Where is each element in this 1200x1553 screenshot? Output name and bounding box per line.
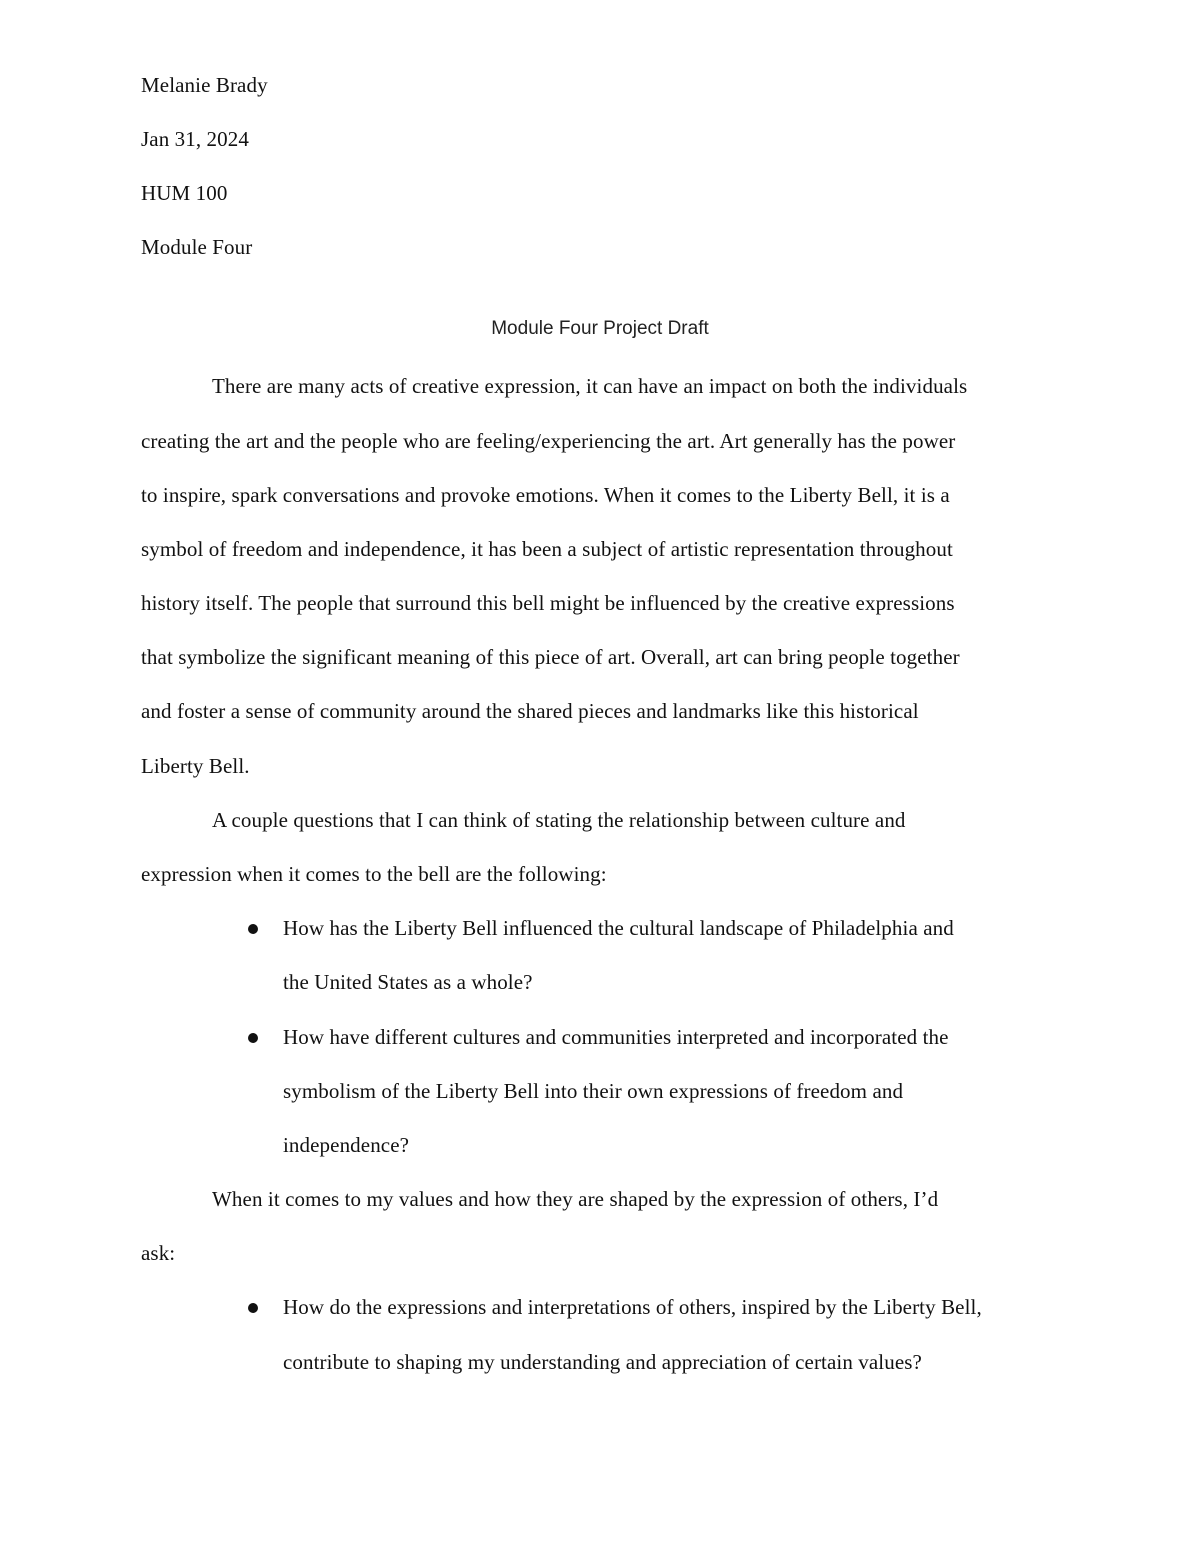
- paragraph-2-line: expression when it comes to the bell are the following:: [141, 862, 607, 886]
- course-code: HUM 100: [141, 181, 228, 205]
- paragraph-1-line: history itself. The people that surround this bell might be influenced by the creative expressions: [141, 591, 955, 615]
- bullet-item-line: the United States as a whole?: [283, 970, 533, 994]
- paragraph-1-line: creating the art and the people who are feeling/experiencing the art. Art generally has the power: [141, 429, 956, 453]
- paragraph-3-line: ask:: [141, 1241, 176, 1265]
- document-date: Jan 31, 2024: [141, 127, 249, 151]
- bullet-point-icon: [248, 1033, 258, 1043]
- bullet-item-line: How have different cultures and communities interpreted and incorporated the: [283, 1025, 949, 1049]
- paragraph-2-line: A couple questions that I can think of stating the relationship between culture and: [212, 808, 906, 832]
- bullet-item-line: How do the expressions and interpretations of others, inspired by the Liberty Bell,: [283, 1295, 982, 1319]
- module-label: Module Four: [141, 235, 253, 259]
- paragraph-1-line: There are many acts of creative expression, it can have an impact on both the individuals: [212, 374, 968, 398]
- bullet-item-line: symbolism of the Liberty Bell into their own expressions of freedom and: [283, 1079, 904, 1103]
- bullet-item-line: contribute to shaping my understanding and appreciation of certain values?: [283, 1350, 922, 1374]
- paragraph-1-line: that symbolize the significant meaning of this piece of art. Overall, art can bring people together: [141, 645, 960, 669]
- bullet-item-line: How has the Liberty Bell influenced the cultural landscape of Philadelphia and: [283, 916, 954, 940]
- paragraph-1-line: and foster a sense of community around the shared pieces and landmarks like this historical: [141, 699, 919, 723]
- bullet-item-line: independence?: [283, 1133, 410, 1157]
- author-name: Melanie Brady: [141, 73, 268, 97]
- paragraph-3-line: When it comes to my values and how they are shaped by the expression of others, I’d: [212, 1187, 939, 1211]
- document-title: Module Four Project Draft: [491, 318, 709, 339]
- bullet-point-icon: [248, 924, 258, 934]
- paragraph-1-line: to inspire, spark conversations and provoke emotions. When it comes to the Liberty Bell, it is a: [141, 483, 950, 507]
- paragraph-1-line: Liberty Bell.: [141, 754, 250, 778]
- paragraph-1-line: symbol of freedom and independence, it has been a subject of artistic representation throughout: [141, 537, 953, 561]
- bullet-point-icon: [248, 1303, 258, 1313]
